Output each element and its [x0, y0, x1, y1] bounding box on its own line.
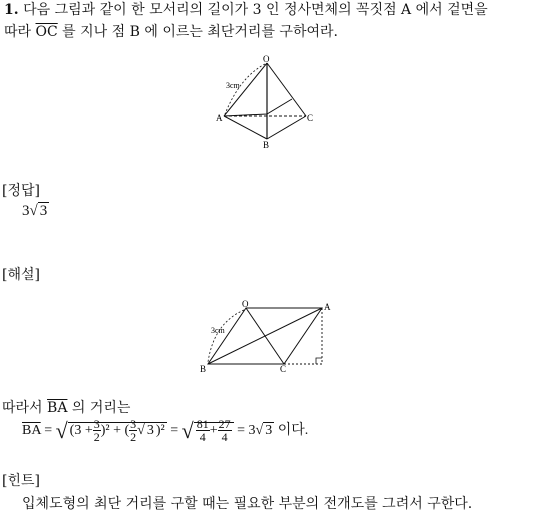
eq-frac-2: $\frac{3}{2}$ [130, 417, 137, 445]
explanation-text-a: 따라서 [2, 400, 43, 416]
problem-line-1 [4, 0, 488, 20]
eq-equals-1: = [44, 423, 53, 438]
explanation-text [2, 398, 130, 418]
eq-close: )² [155, 423, 165, 438]
explanation-equation: $\overline{BA}$ = √ (3 + $\frac{3}{2}$ )² + ( $\frac{3}{2}$ √ 3 )² = √ $\frac{81}{4}$ + $\frac{27}{4}$ = 3√ 3 이다. [22, 417, 309, 445]
problem-text-2a: 따라 [4, 24, 32, 40]
eq-plus: + [209, 423, 218, 438]
fig2-label-b: B [200, 364, 207, 374]
fig2-label-o: O [242, 299, 249, 309]
fig1-label-o: O [263, 54, 270, 64]
segment-ba: $\overline{BA}$ [47, 400, 68, 416]
fig1-label-b: B [263, 140, 270, 150]
fig2-label-a: A [324, 302, 331, 312]
eq-open: (3 + [69, 423, 93, 438]
fig1-label-c: C [307, 113, 314, 123]
eq-frac-4: $\frac{27}{4}$ [218, 417, 231, 445]
hint-heading: [힌트] [2, 473, 40, 489]
answer-radicand: 3 [39, 203, 48, 219]
fig1-label-a: A [216, 113, 223, 123]
problem-line-2 [4, 22, 338, 42]
eq-result: = 3 [237, 423, 256, 438]
fig2-label-c: C [280, 364, 287, 374]
problem-text-1: 다음 그림과 같이 한 모서리의 길이가 3 인 정사면체의 꼭짓점 A 에서 겉면을 [23, 2, 488, 18]
eq-frac-3: $\frac{81}{4}$ [196, 417, 209, 445]
eq-lhs: $\overline{BA}$ [22, 423, 41, 438]
answer-value: 3√ 3 [22, 203, 48, 219]
eq-mid: )² + ( [100, 423, 130, 438]
eq-result-radicand: 3 [265, 423, 273, 438]
fig1-label-edge: 3cm [226, 81, 240, 90]
eq-frac-1: $\frac{3}{2}$ [93, 417, 100, 445]
answer-coef: 3 [22, 203, 30, 219]
fig2-label-edge: 3cm [211, 326, 225, 335]
hint-text: 입체도형의 최단 거리를 구할 때는 필요한 부분의 전개도를 그려서 구한다. [22, 496, 473, 512]
net-figure [196, 298, 336, 376]
explanation-text-b: 의 거리는 [71, 400, 131, 416]
eq-tail: 이다. [277, 423, 309, 438]
explanation-heading: [해설] [2, 267, 40, 283]
problem-number: 1. [4, 2, 19, 18]
segment-oc: $\overline{OC}$ [35, 24, 58, 40]
tetrahedron-figure [210, 52, 325, 152]
eq-inner-radicand: 3 [146, 423, 154, 438]
problem-text-2b: 를 지나 점 B 에 이르는 최단거리를 구하여라. [62, 24, 338, 40]
eq-radical-1: (3 + $\frac{3}{2}$ )² + ( $\frac{3}{2}$ √ 3 )² [69, 417, 165, 445]
eq-radical-2 [194, 417, 234, 445]
answer-heading: [정답] [2, 183, 40, 199]
eq-equals-2: = [170, 423, 179, 438]
